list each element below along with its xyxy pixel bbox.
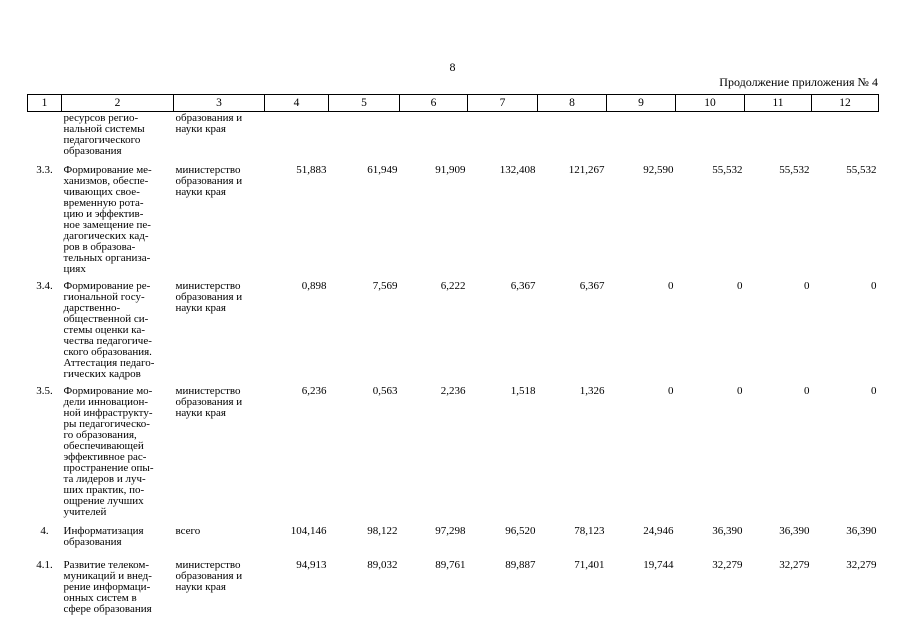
column-header: 9: [607, 95, 676, 112]
value-cell: 19,744: [643, 559, 674, 571]
value-cell: 0,563: [372, 385, 398, 397]
value-cell: [745, 112, 812, 166]
column-header: 3: [174, 95, 265, 112]
row-index: 4.1.: [36, 559, 53, 571]
table-row: [28, 384, 879, 524]
row-index: [28, 112, 62, 166]
value-cell: 6,236: [301, 385, 327, 397]
column-header: 2: [62, 95, 174, 112]
column-header: 5: [329, 95, 400, 112]
value-cell: 0: [804, 280, 810, 292]
value-cell: [400, 112, 468, 166]
value-cell: 0: [871, 385, 877, 397]
column-header: 8: [538, 95, 607, 112]
executor: образования и науки края: [175, 112, 243, 135]
value-cell: 0: [804, 385, 810, 397]
value-cell: 61,949: [367, 164, 398, 176]
column-header: 7: [468, 95, 538, 112]
column-header: 11: [745, 95, 812, 112]
value-cell: [812, 112, 879, 166]
activity-name: Формирование ре- гиональной госу- дарственно- общественной си- стемы оценки ка- чества педагогиче- ского образования. Аттестация педаго- гических кадров: [63, 280, 155, 380]
value-cell: 32,279: [712, 559, 743, 571]
value-cell: 7,569: [372, 280, 398, 292]
value-cell: 36,390: [712, 525, 743, 537]
value-cell: 6,222: [440, 280, 466, 292]
executor: министерство образования и науки края: [175, 280, 243, 314]
column-header: 4: [265, 95, 329, 112]
activity-name: Развитие телеком- муникаций и внед- рение информаци- онных систем в сфере образования: [63, 559, 152, 615]
value-cell: [265, 112, 329, 166]
value-cell: 96,520: [505, 525, 536, 537]
table-row: [28, 112, 879, 166]
value-cell: 98,122: [367, 525, 398, 537]
activity-name: Информатизация образования: [63, 525, 144, 548]
column-header: 1: [28, 95, 62, 112]
activity-name: Формирование мо- дели инновацион- ной инфраструкту- ры педагогическо- го образования, обеспечивающей эффективное рас- пространение опы- та лидеров и луч- ших практик, по- ощрение лучших учителей: [63, 385, 154, 518]
value-cell: 55,532: [779, 164, 810, 176]
value-cell: 0: [668, 280, 674, 292]
value-cell: 51,883: [296, 164, 327, 176]
value-cell: 0: [737, 280, 743, 292]
value-cell: 6,367: [510, 280, 536, 292]
row-index: 3.5.: [36, 385, 53, 397]
appendix-caption: Продолжение приложения № 4: [719, 75, 878, 89]
table-row: [28, 279, 879, 384]
value-cell: 78,123: [574, 525, 605, 537]
value-cell: 89,761: [435, 559, 466, 571]
value-cell: 55,532: [846, 164, 877, 176]
activity-name: Формирование ме- ханизмов, обеспе- чивающих свое- временную рота- цию и эффектив- ное замещение пе- дагогических кад- ров в образова- тельных организа- циях: [63, 164, 152, 275]
value-cell: 71,401: [574, 559, 605, 571]
row-index: 3.3.: [36, 164, 53, 176]
value-cell: 32,279: [846, 559, 877, 571]
executor: министерство образования и науки края: [175, 385, 243, 419]
value-cell: 121,267: [568, 164, 605, 176]
value-cell: 97,298: [435, 525, 466, 537]
row-index: 3.4.: [36, 280, 53, 292]
value-cell: 89,887: [505, 559, 536, 571]
value-cell: [468, 112, 538, 166]
value-cell: 6,367: [579, 280, 605, 292]
value-cell: 0,898: [301, 280, 327, 292]
value-cell: 55,532: [712, 164, 743, 176]
value-cell: 32,279: [779, 559, 810, 571]
value-cell: [676, 112, 745, 166]
row-index: 4.: [40, 525, 49, 537]
value-cell: 36,390: [846, 525, 877, 537]
value-cell: 0: [737, 385, 743, 397]
value-cell: 36,390: [779, 525, 810, 537]
value-cell: 91,909: [435, 164, 466, 176]
value-cell: [607, 112, 676, 166]
executor: всего: [175, 525, 201, 537]
table-row: [28, 558, 879, 615]
page-number: 8: [449, 60, 456, 74]
value-cell: 89,032: [367, 559, 398, 571]
value-cell: [538, 112, 607, 166]
table-row: [28, 524, 879, 558]
value-cell: 1,518: [510, 385, 536, 397]
column-header: 12: [812, 95, 879, 112]
value-cell: [329, 112, 400, 166]
executor: министерство образования и науки края: [175, 164, 243, 198]
value-cell: 0: [871, 280, 877, 292]
value-cell: 94,913: [296, 559, 327, 571]
column-header: 10: [676, 95, 745, 112]
activity-name: ресурсов регио- нальной системы педагогического образования: [63, 112, 145, 157]
value-cell: 2,236: [440, 385, 466, 397]
executor: министерство образования и науки края: [175, 559, 243, 593]
value-cell: 24,946: [643, 525, 674, 537]
table-row: [28, 165, 879, 279]
value-cell: 132,408: [499, 164, 536, 176]
header-row: [28, 95, 879, 112]
column-header: 6: [400, 95, 468, 112]
data-table: [27, 94, 879, 615]
value-cell: 0: [668, 385, 674, 397]
value-cell: 1,326: [579, 385, 605, 397]
value-cell: 104,146: [290, 525, 327, 537]
value-cell: 92,590: [643, 164, 674, 176]
